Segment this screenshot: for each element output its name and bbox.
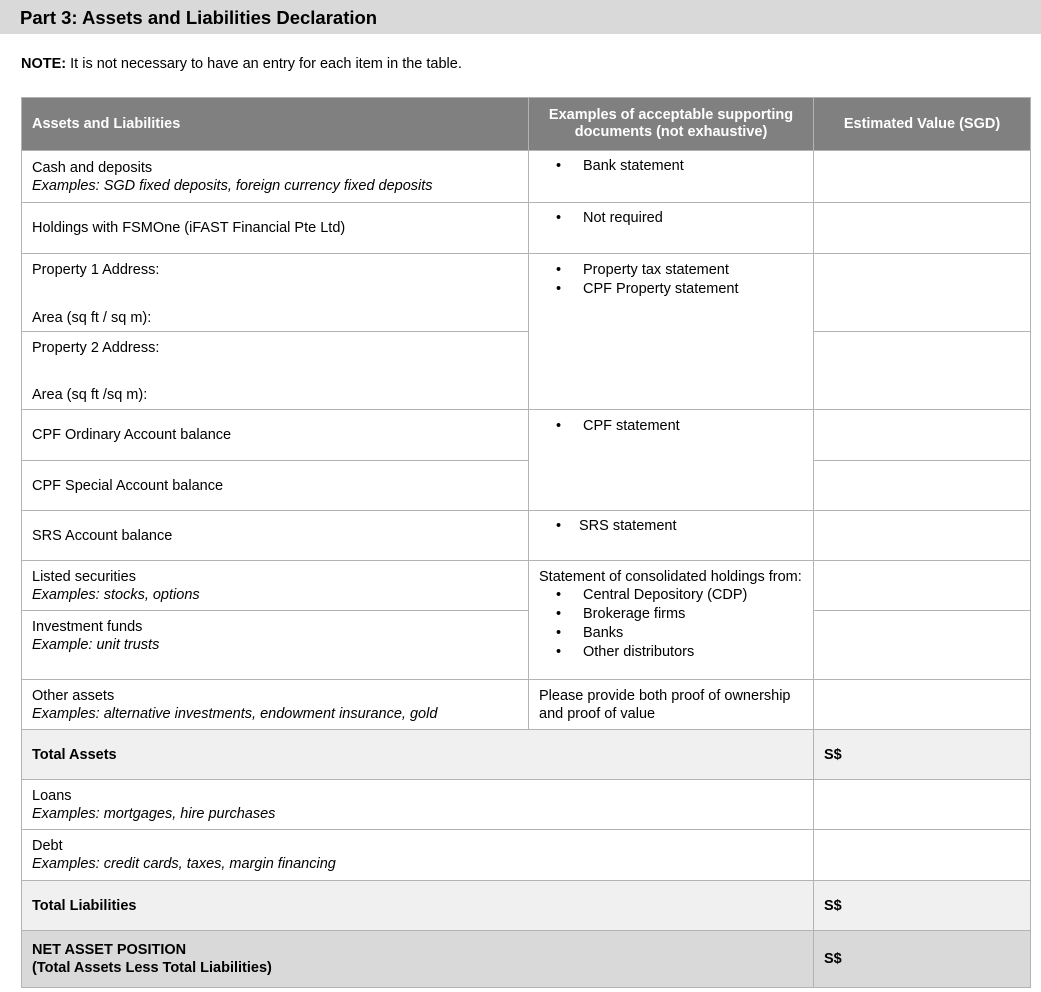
header-examples: Examples of acceptable supporting documents (not exhaustive) [529,98,814,151]
table-row [22,511,1031,561]
cash-cell [22,151,529,203]
cpf-oa-value-field[interactable] [814,410,1031,461]
table-row [22,780,1031,830]
srs-label: SRS Account balance [22,511,529,561]
loans-label: Loans [32,787,72,804]
listed-value-field[interactable] [814,561,1031,611]
cash-examples: Examples: SGD fixed deposits, foreign currency fixed deposits [32,177,433,194]
list-item: • Bank statement [539,157,803,176]
list-item: • CPF Property statement [539,280,803,299]
header-assets: Assets and Liabilities [22,98,529,151]
currency-symbol: S$ [824,951,842,967]
listed-cell [22,561,529,611]
net-asset-sub: (Total Assets Less Total Liabilities) [32,960,272,976]
listed-label: Listed securities [32,568,136,585]
cash-docs [529,151,814,203]
note [21,56,462,72]
fsmone-value-field[interactable] [814,203,1031,254]
total-assets-value[interactable] [814,730,1031,780]
cpf-oa-label: CPF Ordinary Account balance [22,410,529,461]
debt-label: Debt [32,838,63,854]
debt-examples: Examples: credit cards, taxes, margin financing [32,856,336,872]
cpf-sa-value-field[interactable] [814,461,1031,511]
table-row [22,881,1031,931]
loans-examples: Examples: mortgages, hire purchases [32,805,276,822]
debt-cell [22,830,814,881]
table-row [22,931,1031,988]
net-asset-value[interactable] [814,931,1031,988]
fsmone-docs [529,203,814,254]
list-item: • SRS statement [539,517,803,536]
other-examples: Examples: alternative investments, endowment insurance, gold [32,705,438,722]
table-row [22,332,1031,410]
property1-cell [22,254,529,332]
table-row [22,410,1031,461]
holdings-docs [529,561,814,680]
currency-symbol: S$ [824,897,842,914]
total-liabilities-value[interactable] [814,881,1031,931]
assets-liabilities-table [21,97,1031,988]
table-row [22,203,1031,254]
note-text: It is not necessary to have an entry for each item in the table. [66,56,462,72]
net-asset-label: NET ASSET POSITION [32,942,187,958]
cash-value-field[interactable] [814,151,1031,203]
property1-area: Area (sq ft / sq m): [32,310,152,326]
cpf-docs [529,410,814,511]
holdings-intro: Statement of consolidated holdings from: [539,569,802,585]
property2-address: Property 2 Address: [32,340,160,356]
header-value: Estimated Value (SGD) [814,98,1031,151]
table-row [22,561,1031,611]
property1-address: Property 1 Address: [32,262,160,278]
table-row [22,254,1031,332]
property1-value-field[interactable] [814,254,1031,332]
property2-cell [22,332,529,410]
funds-value-field[interactable] [814,611,1031,680]
note-label: NOTE: [21,56,67,72]
fsmone-label: Holdings with FSMOne (iFAST Financial Pte Ltd) [22,203,529,254]
cpf-sa-label: CPF Special Account balance [22,461,529,511]
currency-symbol: S$ [824,746,842,763]
table-row [22,730,1031,780]
list-item: • Central Depository (CDP) [539,586,803,605]
funds-label: Investment funds [32,619,143,635]
section-title: Part 3: Assets and Liabilities Declaration [20,7,378,28]
total-assets-label: Total Assets [22,730,814,780]
table-row [22,611,1031,680]
list-item: • Banks [539,624,803,643]
list-item: • Not required [539,209,803,228]
other-label: Other assets [32,687,115,704]
table-row [22,830,1031,881]
srs-value-field[interactable] [814,511,1031,561]
table-row [22,151,1031,203]
list-item: • Property tax statement [539,261,803,280]
section-header [0,0,1041,34]
other-value-field[interactable] [814,680,1031,730]
funds-cell [22,611,529,680]
net-asset-cell [22,931,814,988]
total-liabilities-label: Total Liabilities [22,881,814,931]
cash-label: Cash and deposits [32,159,153,176]
other-cell [22,680,529,730]
funds-examples: Example: unit trusts [32,637,160,653]
list-item: • Brokerage firms [539,605,803,624]
property2-value-field[interactable] [814,332,1031,410]
debt-value-field[interactable] [814,830,1031,881]
table-row [22,461,1031,511]
list-item: • CPF statement [539,417,803,436]
other-docs: Please provide both proof of ownership and proof of value [529,680,814,730]
property-docs [529,254,814,410]
loans-cell [22,780,814,830]
table-row [22,680,1031,730]
srs-docs [529,511,814,561]
loans-value-field[interactable] [814,780,1031,830]
property2-area: Area (sq ft /sq m): [32,387,148,403]
listed-examples: Examples: stocks, options [32,586,200,603]
list-item: • Other distributors [539,643,803,662]
